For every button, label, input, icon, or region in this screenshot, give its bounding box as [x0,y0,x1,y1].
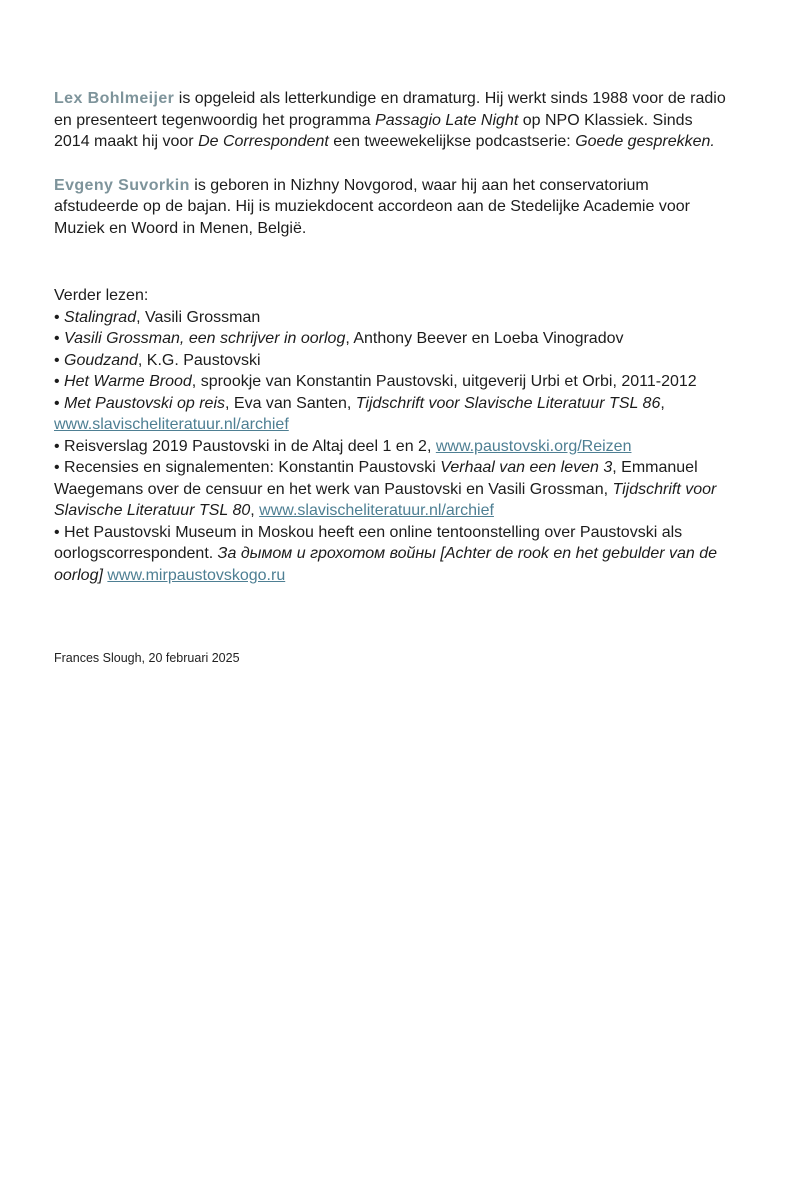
italic-text: Tijdschrift voor Slavische Literatuur TSL 80 [54,480,717,519]
italic-text: За дымом и грохотом войны [217,545,436,562]
italic-text: Stalingrad [64,308,137,326]
text: , Anthony Beever en Loeba Vinogradov [345,330,624,347]
text: , Vasili Grossman [136,308,261,326]
text: , sprookje van Konstantin Paustovski, uitgeverij Urbi et Orbi, 2011-2012 [191,373,697,390]
italic-text: Verhaal van een leven 3 [440,459,613,476]
list-item [54,328,732,350]
list-item [54,371,732,393]
hyperlink[interactable]: www.slavischeliteratuur.nl/archief [54,416,289,433]
text: op NPO Klassiek. Sinds 2014 maakt hij voor [54,111,693,150]
italic-text: Met Paustovski op reis [64,394,225,412]
text: een tweewekelijkse podcastserie: [328,133,576,150]
text: , Emmanuel Waegemans over de censuur en het werk van Paustovski en Vasili Grossman, [54,459,698,498]
author-date-note: Frances Slough, 20 februari 2025 [54,651,240,665]
text: , [250,502,260,519]
text: • Recensies en signalementen: Konstantin Paustovski [54,459,441,476]
list-item [54,522,732,587]
italic-text: Goede gesprekken. [575,133,715,150]
list-item [54,393,732,436]
text: • [54,373,65,390]
text: • [54,308,65,326]
italic-text: De Correspondent [198,133,329,150]
text: • Reisverslag 2019 Paustovski in de Altaj deel 1 en 2, [54,437,436,455]
text: • [54,330,65,347]
text: • [54,351,65,369]
list-item [54,350,732,372]
italic-text: Passagio Late Night [375,111,519,129]
text: is geboren in Nizhny Novgorod, waar hij aan het conservatorium afstudeerde op de bajan. Hij is muziekdocent accordeon aan de Stedelijke Academie voor Muziek en Woord in Menen, België. [54,176,690,237]
italic-text: [Achter de rook en het gebulder van de oorlog] [54,545,718,584]
hyperlink[interactable]: www.mirpaustovskogo.ru [107,566,286,584]
text: , [660,394,665,412]
list-item [54,436,732,458]
list-item [54,307,732,329]
text: • Het Paustovski Museum in Moskou heeft een online tentoonstelling over Paustovski als oorlogscorrespondent. [54,523,683,562]
name-text: Evgeny Suvorkin [54,176,190,194]
hyperlink[interactable]: www.slavischeliteratuur.nl/archief [259,502,494,519]
text: is opgeleid als letterkundige en dramaturg. Hij werkt sinds 1988 voor de radio en presenteert tegenwoordig het programma [54,90,726,129]
italic-text: Tijdschrift voor Slavische Literatuur TSL 86 [355,394,661,412]
hyperlink[interactable]: www.paustovski.org/Reizen [435,437,632,455]
list-item [54,457,732,522]
italic-text: Vasili Grossman, een schrijver in oorlog [64,330,346,347]
further-reading-heading: Verder lezen: [54,287,149,304]
bio-paragraph-evgeny-suvorkin [54,175,732,240]
text: , K.G. Paustovski [137,351,261,369]
name-text: Lex Bohlmeijer [54,90,175,107]
bio-paragraph-lex-bohlmeijer [54,88,732,153]
italic-text: Goudzand [64,351,138,369]
italic-text: Het Warme Brood [64,373,192,390]
further-reading-list [54,307,732,587]
further-reading-section [54,285,732,586]
text: • [54,394,65,412]
text: , Eva van Santen, [225,394,356,412]
